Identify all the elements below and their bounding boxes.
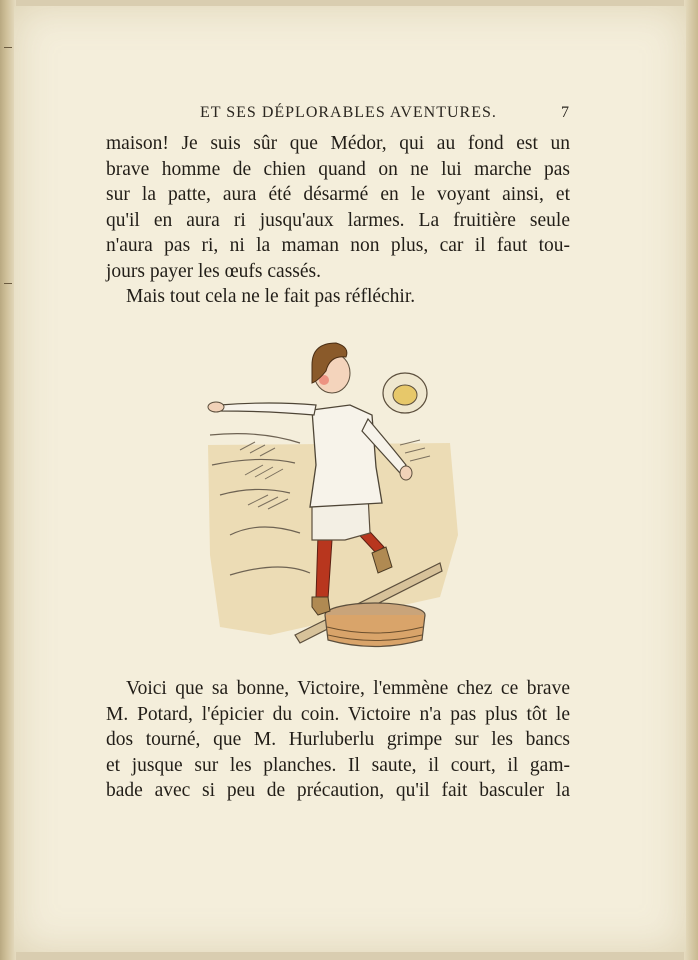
text-line: sur la patte, aura été désarmé en le voyant ainsi, et <box>106 184 570 205</box>
barrel <box>325 615 425 647</box>
boy-left-hand <box>208 402 224 412</box>
flying-cap-brim <box>393 385 417 405</box>
boy-right-hand <box>400 466 412 480</box>
text-line: brave homme de chien quand on ne lui marche pas <box>106 158 570 180</box>
bottom-paragraph <box>106 676 570 804</box>
boy-shirt <box>310 405 382 507</box>
running-head: ET SES DÉPLORABLES AVENTURES. <box>200 104 497 121</box>
page-number: 7 <box>561 104 570 121</box>
text-line: jours payer les œufs cassés. <box>106 260 321 282</box>
boy-left-arm <box>220 403 316 415</box>
text-line: et jusque sur les planches. Il saute, il court, il gam- <box>106 754 570 776</box>
boy-on-plank-illustration <box>200 335 465 655</box>
text-line: dos tourné, que M. Hurluberlu grimpe sur les bancs <box>106 729 570 750</box>
page-edge <box>684 0 698 960</box>
text-line: n'aura pas ri, ni la maman non plus, car il faut tou- <box>106 235 570 256</box>
top-paragraph <box>106 131 570 310</box>
text-line: Voici que sa bonne, Victoire, l'emmène chez ce brave <box>126 678 570 699</box>
spine-tick <box>4 283 12 284</box>
text-line: M. Potard, l'épicier du coin. Victoire n'a pas plus tôt le <box>106 703 570 725</box>
closing-line: Mais tout cela ne le fait pas réfléchir. <box>126 286 416 307</box>
text-line: maison! Je suis sûr que Médor, qui au fond est un <box>106 133 570 154</box>
text-line: qu'il en aura ri jusqu'aux larmes. La fruitière seule <box>106 209 570 231</box>
spine-tick <box>4 47 12 48</box>
text-line: bade avec si peu de précaution, qu'il fait basculer la <box>106 780 570 801</box>
